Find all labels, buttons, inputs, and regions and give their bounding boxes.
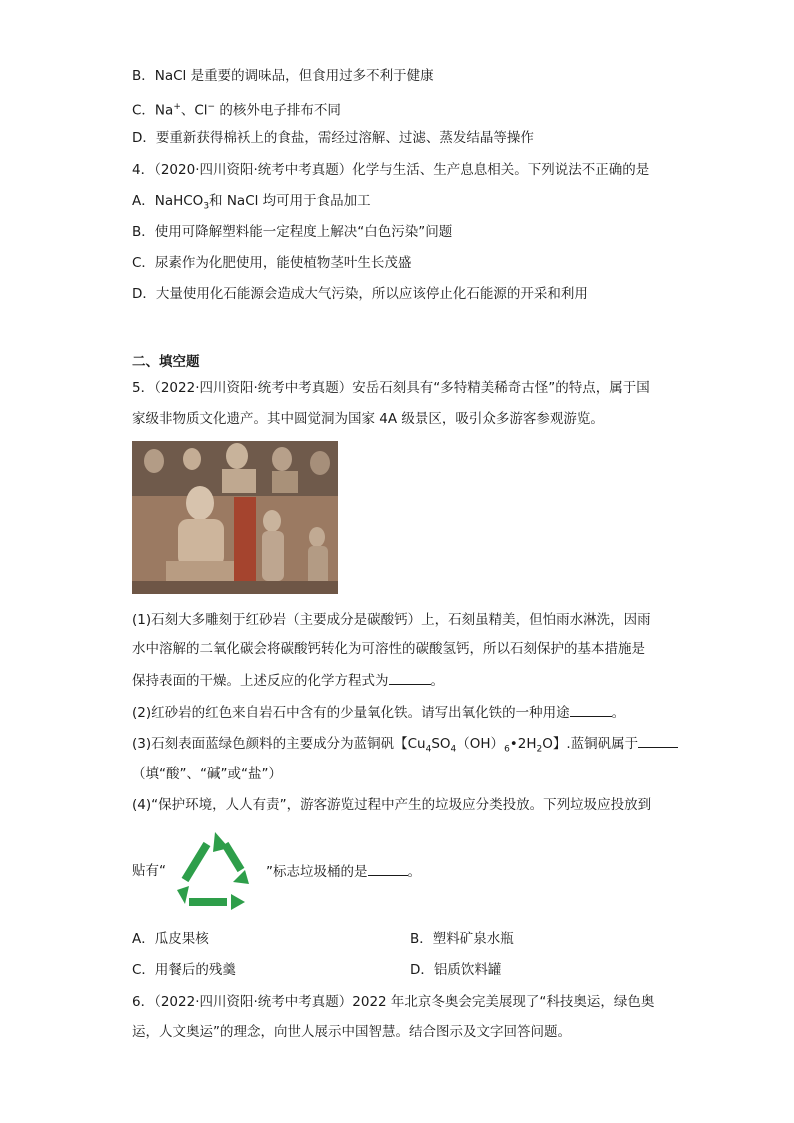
section-heading-fill-in: 二、填空题 bbox=[132, 354, 200, 370]
stone-carving-photo bbox=[132, 441, 338, 594]
q4-option-a: A．NaHCO$_3$和 NaCl 均可用于食品加工 bbox=[132, 193, 371, 212]
q5-option-a: A．瓜皮果核 bbox=[132, 931, 209, 947]
answer-blank-trash[interactable] bbox=[368, 861, 408, 876]
q4-option-c: C．尿素作为化肥使用，能使植物茎叶生长茂盛 bbox=[132, 255, 412, 271]
q5-part1-line-1: (1)石刻大多雕刻于红砂岩（主要成分是碳酸钙）上，石刻虽精美，但怕雨水淋洗，因雨 bbox=[132, 612, 651, 628]
recycle-icon bbox=[171, 830, 261, 910]
q4-option-d: D．大量使用化石能源会造成大气污染，所以应该停止化石能源的开采和利用 bbox=[132, 286, 588, 302]
q5-part1-line-3: 保持表面的干燥。上述反应的化学方程式为 。 bbox=[132, 670, 444, 691]
q5-option-c: C．用餐后的残羹 bbox=[132, 962, 236, 978]
q5-part3-hint: （填“酸”、“碱”或“盐”） bbox=[132, 766, 282, 782]
answer-blank-use[interactable] bbox=[570, 702, 612, 717]
q5-option-b: B．塑料矿泉水瓶 bbox=[410, 931, 514, 947]
q3-option-c: C．Na+、Cl− 的核外电子排布不同 bbox=[132, 102, 341, 119]
q5-part4-line-1: (4)“保护环境，人人有责”，游客游览过程中产生的垃圾应分类投放。下列垃圾应投放到 bbox=[132, 797, 652, 813]
answer-blank-equation[interactable] bbox=[389, 670, 431, 685]
q5-part4-suffix: ”标志垃圾桶的是 。 bbox=[266, 861, 421, 882]
q5-part3: (3)石刻表面蓝绿色颜料的主要成分为蓝铜矾【$Cu_4SO_4(OH)_6•2H_2O$】.蓝铜矾属于 bbox=[132, 733, 678, 760]
q3-option-d: D．要重新获得棉袄上的食盐，需经过溶解、过滤、蒸发结晶等操作 bbox=[132, 130, 534, 146]
q5-part1-line-2: 水中溶解的二氧化碳会将碳酸钙转化为可溶性的碳酸氢钙，所以石刻保护的基本措施是 bbox=[132, 641, 645, 657]
q6-stem-line-1: 6．（2022·四川资阳·统考中考真题）2022 年北京冬奥会完美展现了“科技奥运，绿色奥 bbox=[132, 994, 655, 1010]
q4-stem: 4．（2020·四川资阳·统考中考真题）化学与生活、生产息息相关。下列说法不正确的是 bbox=[132, 162, 650, 178]
answer-blank-category[interactable] bbox=[638, 733, 678, 748]
q5-stem-line-2: 家级非物质文化遗产。其中圆觉洞为国家 4A 级景区，吸引众多游客参观游览。 bbox=[132, 411, 604, 427]
q5-part2: (2)红砂岩的红色来自岩石中含有的少量氧化铁。请写出氧化铁的一种用途 。 bbox=[132, 702, 625, 723]
q5-stem-line-1: 5．（2022·四川资阳·统考中考真题）安岳石刻具有“多特精美稀奇古怪”的特点，属于国 bbox=[132, 380, 650, 396]
q3-option-b: B．NaCl 是重要的调味品，但食用过多不利于健康 bbox=[132, 68, 434, 84]
q4-option-b: B．使用可降解塑料能一定程度上解决“白色污染”问题 bbox=[132, 224, 453, 240]
q5-option-d: D．铝质饮料罐 bbox=[410, 962, 502, 978]
q5-part4-prefix: 贴有“ bbox=[132, 863, 166, 879]
q6-stem-line-2: 运，人文奥运”的理念，向世人展示中国智慧。结合图示及文字回答问题。 bbox=[132, 1024, 571, 1040]
